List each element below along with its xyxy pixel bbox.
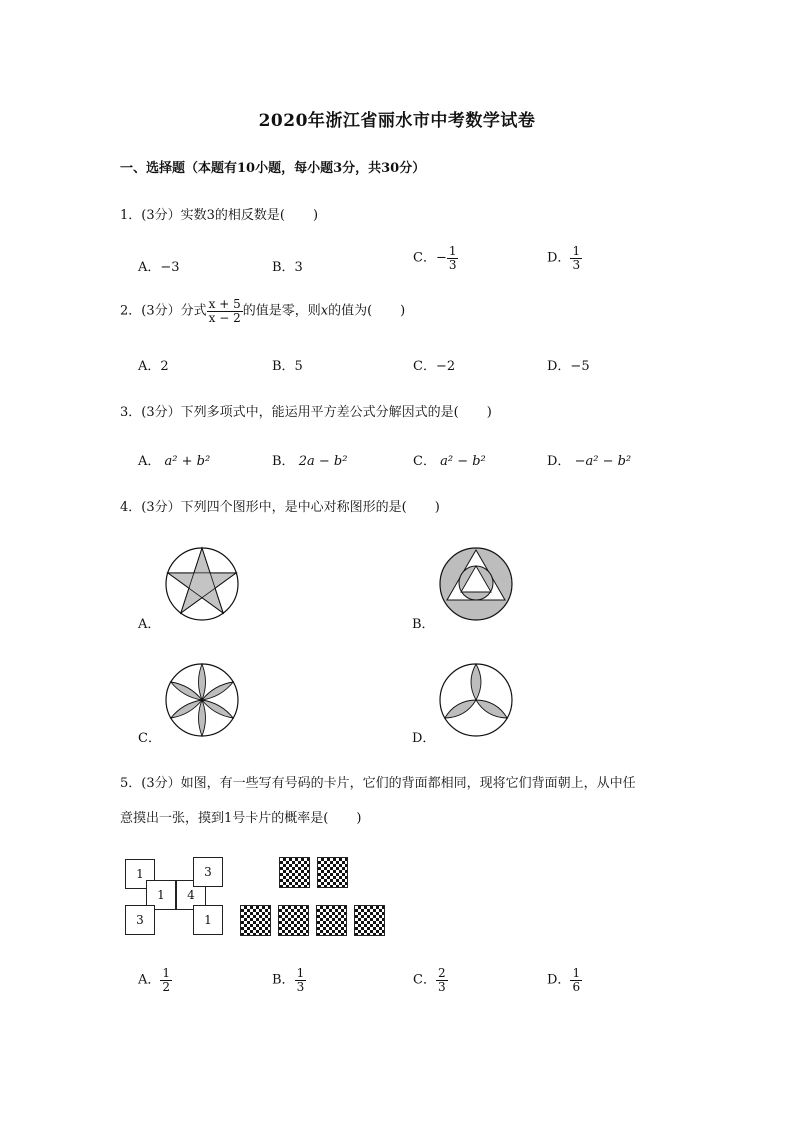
question-5-line-1: 5．(3分）如图，有一些写有号码的卡片，它们的背面都相同，现将它们背面朝上，从中任: [120, 776, 636, 791]
q3-option-d: [547, 450, 631, 469]
q5-a-den: 2: [162, 979, 171, 994]
q3-c-expr: a² − b²: [440, 454, 486, 469]
q3-option-a: [138, 450, 210, 469]
q3-a-label: A．: [138, 454, 161, 469]
q5-close: ): [356, 811, 362, 826]
card-face-2: 1: [146, 880, 176, 910]
q5-c-fraction: [436, 967, 448, 993]
q5-option-c: [413, 967, 448, 993]
q2-num: x + 5: [208, 297, 241, 311]
q2-option-b: B．5: [272, 359, 303, 374]
question-5-line-2: [120, 807, 361, 826]
q1-option-c: [413, 245, 458, 271]
card-face-3: 3: [125, 905, 155, 935]
q1-d-fraction: [570, 245, 582, 271]
question-2-stem: [120, 298, 405, 324]
q2-var: x: [320, 303, 329, 319]
q1-d-num: 1: [572, 244, 581, 258]
q5-d-fraction: [570, 967, 582, 993]
q3-c-label: C．: [413, 454, 436, 469]
q3-d-expr: −a² − b²: [574, 454, 632, 469]
q5-b-fraction: [295, 967, 307, 993]
q5-text: 意摸出一张，摸到1号卡片的概率是(: [120, 811, 329, 826]
q3-b-expr: 2a − b²: [298, 454, 348, 469]
card-back-4: [278, 905, 309, 936]
q1-option-d: [547, 245, 582, 271]
card-back-3: [240, 905, 271, 936]
q5-b-label: B．: [272, 972, 295, 988]
q2-close: ): [400, 303, 406, 319]
card-face-5: 3: [193, 857, 223, 887]
q3-text: 3．(3分）下列多项式中，能运用平方差公式分解因式的是(: [120, 405, 459, 420]
card-back-2: [317, 857, 348, 888]
q2-option-a: A．2: [138, 359, 169, 374]
q1-c-num: 1: [448, 244, 457, 258]
q4-option-b: B．: [412, 617, 435, 632]
q2-option-d: D．−5: [547, 359, 590, 374]
q1-c-den: 3: [448, 257, 457, 272]
q4-figure-b-triangle: [438, 546, 514, 622]
q5-b-den: 3: [296, 979, 305, 994]
q1-close: ): [312, 208, 319, 223]
q4-option-d: D．: [412, 731, 436, 746]
q2-option-c: C．−2: [413, 359, 456, 374]
question-4-stem: [120, 496, 440, 515]
q4-figure-c-six-petals: [164, 662, 240, 738]
card-face-4: 4: [176, 880, 206, 910]
q5-option-d: [547, 967, 582, 993]
question-3-stem: [120, 401, 492, 420]
q1-c-fraction: [447, 245, 459, 271]
page-title: 2020年浙江省丽水市中考数学试卷: [258, 111, 536, 131]
q4-figure-a-star: [164, 546, 240, 622]
question-1-stem: [120, 204, 318, 223]
q5-a-fraction: [160, 967, 172, 993]
q3-b-label: B．: [272, 454, 295, 469]
q1-option-a: A．−3: [138, 260, 180, 275]
q3-option-b: [272, 450, 347, 469]
q2-post2: 的值为(: [328, 303, 373, 319]
section-heading: 一、选择题（本题有10小题，每小题3分，共30分）: [120, 161, 426, 176]
q2-den: x − 2: [208, 310, 241, 325]
q5-a-label: A．: [138, 972, 161, 988]
card-face-1: 1: [125, 859, 155, 889]
q5-option-a: [138, 967, 172, 993]
q5-c-label: C．: [413, 972, 436, 988]
q5-c-den: 3: [437, 979, 446, 994]
q5-b-num: 1: [296, 966, 305, 980]
q5-d-den: 6: [572, 979, 581, 994]
q1-d-den: 3: [572, 257, 581, 272]
q3-a-expr: a² + b²: [164, 454, 211, 469]
q4-close: ): [434, 500, 440, 515]
q2-pre: 2．(3分）分式: [120, 303, 207, 319]
q4-text: 4．(3分）下列四个图形中，是中心对称图形的是(: [120, 500, 407, 515]
q1-d-label: D．: [547, 250, 571, 266]
card-back-1: [279, 857, 310, 888]
q2-fraction: [207, 298, 243, 324]
q4-option-a: A．: [138, 617, 161, 632]
card-back-5: [316, 905, 347, 936]
q1-c-label: C．−: [413, 250, 447, 266]
q4-option-c: C．: [138, 731, 161, 746]
q1-option-b: B．3: [272, 260, 303, 275]
q5-option-b: [272, 967, 306, 993]
q5-d-num: 1: [572, 966, 581, 980]
q2-post: 的值是零，则: [242, 303, 321, 319]
card-face-6: 1: [193, 905, 223, 935]
q1-text: 1．(3分）实数3的相反数是(: [120, 208, 285, 223]
q5-d-label: D．: [547, 972, 571, 988]
q3-option-c: [413, 450, 486, 469]
q4-figure-d-three-petals: [438, 662, 514, 738]
q3-close: ): [486, 405, 492, 420]
card-back-6: [354, 905, 385, 936]
q5-c-num: 2: [437, 966, 446, 980]
q5-a-num: 1: [162, 966, 171, 980]
q3-d-label: D．: [547, 454, 571, 469]
